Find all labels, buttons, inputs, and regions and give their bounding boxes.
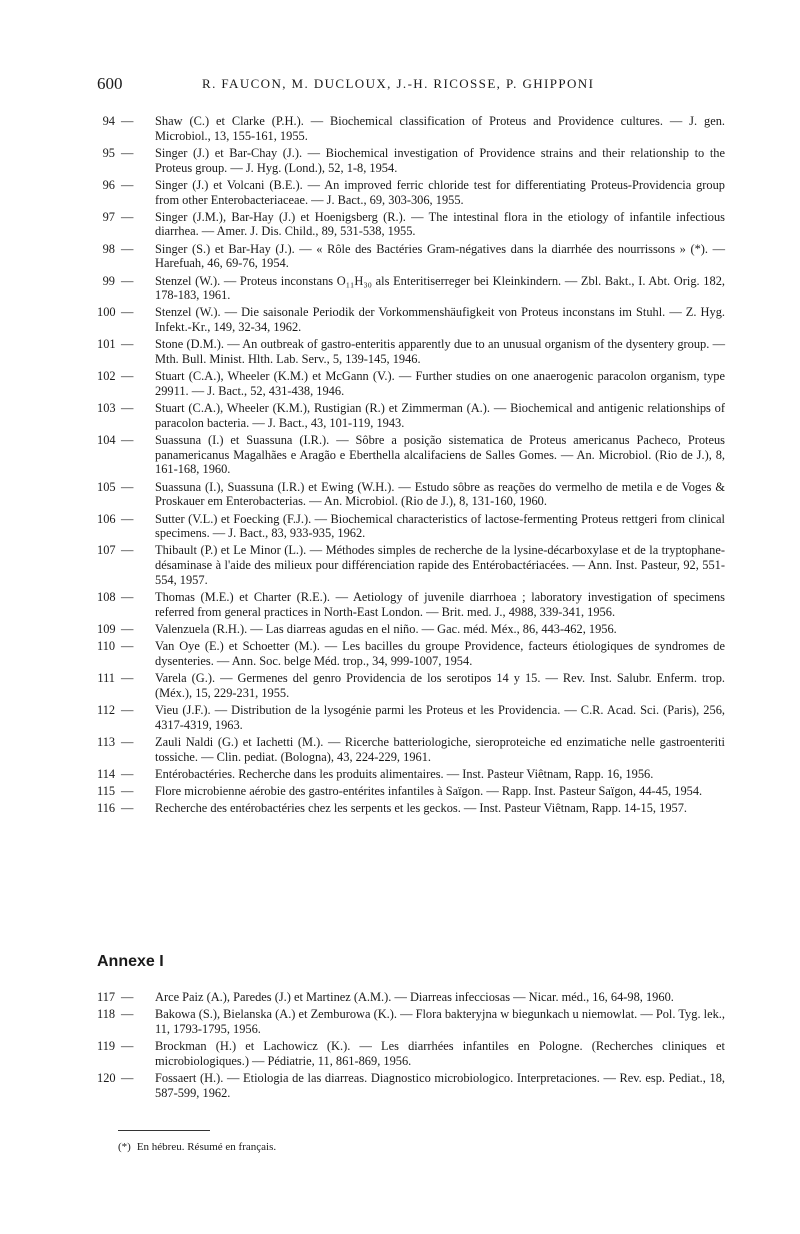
reference-number: 110 [97,639,116,654]
reference-text: Stone (D.M.). — An outbreak of gastro-enteritis apparently due to an unusual organism of the dysentery group. — Mth. Bull. Minist. Hlth. Lab. Serv., 5, 139-145, 1946. [155,337,725,367]
reference-text: Brockman (H.) et Lachowicz (K.). — Les diarrhées infantiles en Pologne. (Recherches cliniques et microbiologiques.) — Pédiatrie, 11, 861-869, 1956. [155,1039,725,1068]
reference-text: Stuart (C.A.), Wheeler (K.M.) et McGann (V.). — Further studies on one anaerogenic paracolon organism, type 29911. — J. Bact., 52, 431-438, 1946. [155,369,725,398]
reference-entry [97,543,725,587]
reference-number: 102 [97,369,116,384]
annex-reference-list [97,990,725,1103]
reference-dash: — [121,479,134,494]
reference-dash: — [121,145,134,160]
reference-text: Singer (J.) et Volcani (B.E.). — An improved ferric chloride test for differentiating Proteus-Providencia group from other Enterobacteriaceae. — J. Bact., 69, 303-306, 1955. [155,177,725,207]
reference-number: 115 [97,784,116,799]
reference-entry [97,178,725,207]
reference-number: 113 [97,734,116,749]
reference-text: Flore microbienne aérobie des gastro-entérites infantiles à Saïgon. — Rapp. Inst. Pasteur Saïgon, 44-45, 1954. [155,784,703,799]
reference-text: Singer (J.M.), Bar-Hay (J.) et Hoenigsberg (R.). — The intestinal flora in the etiology of infantile infectious diarrhea. — Amer. J. Dis. Child., 89, 531-538, 1955. [155,209,725,239]
reference-number: 98 [102,241,115,256]
reference-text: Singer (J.) et Bar-Chay (J.). — Biochemical investigation of Providence strains and their relationship to the Proteus group. — J. Hyg. (Lond.), 52, 1-8, 1954. [155,145,725,175]
running-head: R. FAUCON, M. DUCLOUX, J.-H. RICOSSE, P. GHIPPONI [202,76,595,91]
reference-number: 106 [97,511,116,526]
reference-dash: — [121,1007,134,1022]
reference-number: 108 [97,590,116,605]
reference-entry [97,274,725,303]
reference-dash: — [121,766,134,781]
reference-text: Sutter (V.L.) et Foecking (F.J.). — Biochemical characteristics of lactose-fermenting Proteus rettgeri from clinical specimens. — J. Bact., 83, 933-935, 1962. [155,511,725,541]
reference-dash: — [121,511,134,526]
reference-text: Suassuna (I.), Suassuna (I.R.) et Ewing (W.H.). — Estudo sôbre as reações do vermelho de metila e de Voges & Proskauer em Enterobacterias. — An. Microbiol. (Rio de J.), 8, 131-160, 1960. [155,479,725,509]
reference-entry [97,735,725,764]
reference-number: 103 [97,401,116,416]
reference-entry [97,622,725,637]
reference-number: 96 [102,177,115,192]
reference-entry [97,801,725,816]
reference-entry [97,433,725,477]
reference-number: 112 [97,703,116,718]
reference-dash: — [121,639,134,654]
reference-entry [97,369,725,398]
reference-dash: — [121,703,134,718]
reference-text: Varela (G.). — Germenes del genro Providencia de los serotipos 14 y 15. — Rev. Inst. Salubr. Enferm. trop. (Méx.), 15, 229-231, 1955. [155,671,725,700]
reference-dash: — [121,543,134,558]
reference-dash: — [121,1071,134,1086]
reference-entry [97,480,725,509]
reference-number: 120 [97,1071,116,1086]
reference-text: Bakowa (S.), Bielanska (A.) et Zemburowa (K.). — Flora bakteryjna w biegunkach u niemowlat. — Pol. Tyg. lek., 11, 1793-1795, 1956. [155,1007,725,1036]
reference-text: Singer (S.) et Bar-Hay (J.). — « Rôle des Bactéries Gram-négatives dans la diarrhée des nourrissons » (*). — Harefuah, 46, 69-76, 1954. [155,241,725,271]
reference-text: Stenzel (W.). — Proteus inconstans O₁₁H₃₀ als Enteritiserreger bei Kleinkindern. — Zbl. Bakt., I. Abt. Orig. 182, 178-183, 1961. [155,273,725,303]
reference-dash: — [121,337,134,352]
reference-number: 97 [102,209,115,224]
reference-text: Entérobactéries. Recherche dans les produits alimentaires. — Inst. Pasteur Viêtnam, Rapp. 16, 1956. [155,766,654,781]
reference-number: 118 [97,1007,116,1022]
reference-dash: — [121,273,134,288]
reference-entry [97,1039,725,1068]
reference-text: Zauli Naldi (G.) et Iachetti (M.). — Ricerche batteriologiche, sieroproteiche ed enzimatiche nelle gastroenteriti tossiche. — Clin. pediat. (Bologna), 43, 224-229, 1961. [155,734,725,764]
reference-number: 117 [97,990,116,1004]
reference-number: 101 [97,337,116,352]
reference-entry [97,401,725,430]
reference-number: 119 [97,1039,116,1054]
reference-entry [97,337,725,366]
reference-list [97,114,725,818]
page-header [97,74,727,96]
footnote-rule [118,1130,210,1131]
reference-dash: — [121,241,134,256]
reference-text: Thibault (P.) et Le Minor (L.). — Méthodes simples de recherche de la lysine-décarboxylase et de la tryptophane-désaminase à l'aide des milieux pour différenciation rapide des Entérobactériacées. — Ann. Inst. Pasteur, 92, 551-554, 1957. [155,543,725,587]
reference-dash: — [121,114,134,128]
reference-number: 94 [102,114,115,128]
reference-number: 104 [97,433,116,448]
reference-entry [97,1071,725,1100]
reference-text: Valenzuela (R.H.). — Las diarreas agudas en el niño. — Gac. méd. Méx., 86, 443-462, 1956. [155,622,617,636]
reference-number: 107 [97,543,116,558]
reference-entry [97,784,725,799]
reference-entry [97,990,725,1005]
reference-dash: — [121,734,134,749]
reference-text: Stenzel (W.). — Die saisonale Periodik der Vorkommenshäufigkeit von Proteus inconstans im Stuhl. — Z. Hyg. Infekt.-Kr., 149, 32-34, 1962. [155,305,725,335]
reference-number: 99 [102,273,115,288]
footnote [118,1141,276,1153]
reference-text: Vieu (J.F.). — Distribution de la lysogénie parmi les Proteus et les Providencia. — C.R. Acad. Sci. (Paris), 256, 4317-4319, 1963. [155,703,725,732]
annex-heading: Annexe I [97,953,164,970]
reference-number: 114 [97,766,116,781]
reference-dash: — [121,369,134,384]
reference-dash: — [121,784,134,799]
reference-number: 109 [97,622,116,636]
reference-number: 105 [97,479,116,494]
reference-entry [97,590,725,619]
reference-entry [97,639,725,668]
reference-entry [97,242,725,271]
reference-dash: — [121,433,134,448]
reference-text: Van Oye (E.) et Schoetter (M.). — Les bacilles du groupe Providence, facteurs étiologiques de syndromes de dysenteries. — Ann. Soc. belge Méd. trop., 34, 999-1007, 1954. [155,639,725,668]
reference-text: Stuart (C.A.), Wheeler (K.M.), Rustigian (R.) et Zimmerman (A.). — Biochemical and antigenic relationships of paracolon bacteria. — J. Bact., 43, 101-119, 1943. [155,401,725,430]
reference-entry [97,146,725,175]
reference-entry [97,767,725,782]
reference-dash: — [121,622,134,636]
reference-text: Arce Paiz (A.), Paredes (J.) et Martinez (A.M.). — Diarreas infecciosas — Nicar. méd., 16, 64-98, 1960. [155,990,674,1004]
reference-dash: — [121,1039,134,1054]
reference-dash: — [121,801,134,816]
page-number: 600 [97,74,123,93]
reference-entry [97,210,725,239]
reference-text: Suassuna (I.) et Suassuna (I.R.). — Sôbre a posição sistematica de Proteus americanus Pacheco, Proteus panamericanus Magalhães e Aragão e Eberthella alcalifaciens de Salles Gomes. — An. Microbiol. (Rio de J.), 8, 161-168, 1960. [155,433,725,477]
reference-dash: — [121,590,134,605]
reference-entry [97,305,725,334]
footnote-mark: (*) [118,1141,131,1153]
reference-dash: — [121,305,134,320]
footnote-text: En hébreu. Résumé en français. [136,1141,277,1153]
reference-text: Thomas (M.E.) et Charter (R.E.). — Aetiology of juvenile diarrhoea ; laboratory investigation of specimens referred from general practices in North-East London. — Brit. med. J., 4988, 339-341, 1956. [155,590,725,619]
reference-entry [97,114,725,143]
reference-dash: — [121,209,134,224]
reference-number: 95 [102,145,115,160]
reference-dash: — [121,177,134,192]
reference-number: 100 [97,305,116,320]
reference-text: Fossaert (H.). — Etiologia de las diarreas. Diagnostico microbiologico. Interpretaciones. — Rev. esp. Pediat., 18, 587-599, 1962. [155,1071,725,1100]
reference-text: Shaw (C.) et Clarke (P.H.). — Biochemical classification of Proteus and Providence cultures. — J. gen. Microbiol., 13, 155-161, 1955. [155,114,725,143]
reference-number: 116 [97,801,116,816]
reference-dash: — [121,671,134,686]
reference-entry [97,671,725,700]
reference-text: Recherche des entérobactéries chez les serpents et les geckos. — Inst. Pasteur Viêtnam, Rapp. 14-15, 1957. [155,801,687,816]
reference-dash: — [121,401,134,416]
reference-entry [97,703,725,732]
reference-entry [97,512,725,541]
reference-entry [97,1007,725,1036]
reference-number: 111 [97,671,115,686]
reference-dash: — [121,990,134,1004]
